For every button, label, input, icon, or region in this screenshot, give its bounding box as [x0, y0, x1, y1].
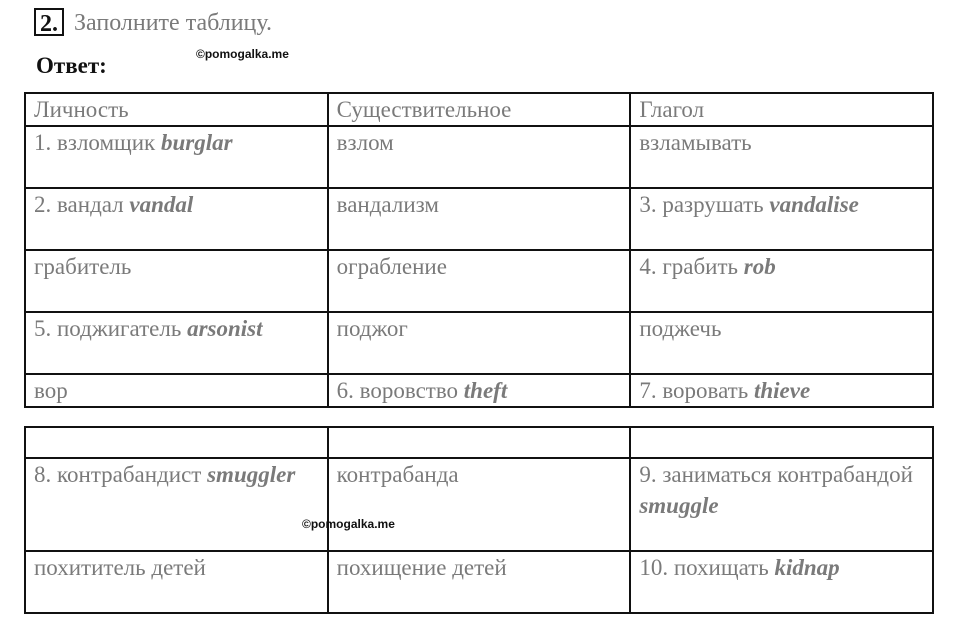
task-number: 2. [34, 8, 64, 36]
table-empty-row [25, 427, 933, 458]
table-cell: поджечь [630, 312, 933, 374]
table-cell-empty [25, 427, 328, 458]
table-cell: 6. воровство theft [328, 374, 631, 407]
table-row [25, 126, 933, 188]
watermark: ©pomogalka.me [196, 47, 289, 61]
table-cell-empty [630, 427, 933, 458]
table-cell: 2. вандал vandal [25, 188, 328, 250]
table-cell: 5. поджигатель arsonist [25, 312, 328, 374]
table-row [25, 312, 933, 374]
header-verb: Глагол [630, 93, 933, 126]
table-cell: взламывать [630, 126, 933, 188]
header-person: Личность [25, 93, 328, 126]
table-cell-empty [328, 427, 631, 458]
table-cell: 1. взломщик burglar [25, 126, 328, 188]
header-noun: Существительное [328, 93, 631, 126]
table-cell: 7. воровать thieve [630, 374, 933, 407]
table-row [25, 250, 933, 312]
table-cell: 4. грабить rob [630, 250, 933, 312]
table-cell: 10. похищать kidnap [630, 551, 933, 613]
table-cell: похищение детей [328, 551, 631, 613]
table-row [25, 551, 933, 613]
table-cell: вандализм [328, 188, 631, 250]
watermark: ©pomogalka.me [302, 517, 395, 531]
table-cell: вор [25, 374, 328, 407]
table-cell: 9. заниматься контрабандой smuggle [630, 458, 933, 551]
table-row [25, 188, 933, 250]
table-cell: ограбление [328, 250, 631, 312]
table-cell: 3. разрушать vandalise [630, 188, 933, 250]
task-instruction: Заполните таблицу. [74, 10, 272, 36]
table-cell: грабитель [25, 250, 328, 312]
word-formation-table [24, 92, 934, 408]
table-row [25, 458, 933, 551]
answer-label: Ответ: [36, 53, 107, 78]
table-cell: поджог [328, 312, 631, 374]
table-header-row [25, 93, 933, 126]
table-cell: 8. контрабандист smuggler [25, 458, 328, 551]
word-formation-table-continued [24, 426, 934, 614]
table-cell: взлом [328, 126, 631, 188]
table-row [25, 374, 933, 407]
table-cell: контрабанда [328, 458, 631, 551]
table-cell: похититель детей [25, 551, 328, 613]
